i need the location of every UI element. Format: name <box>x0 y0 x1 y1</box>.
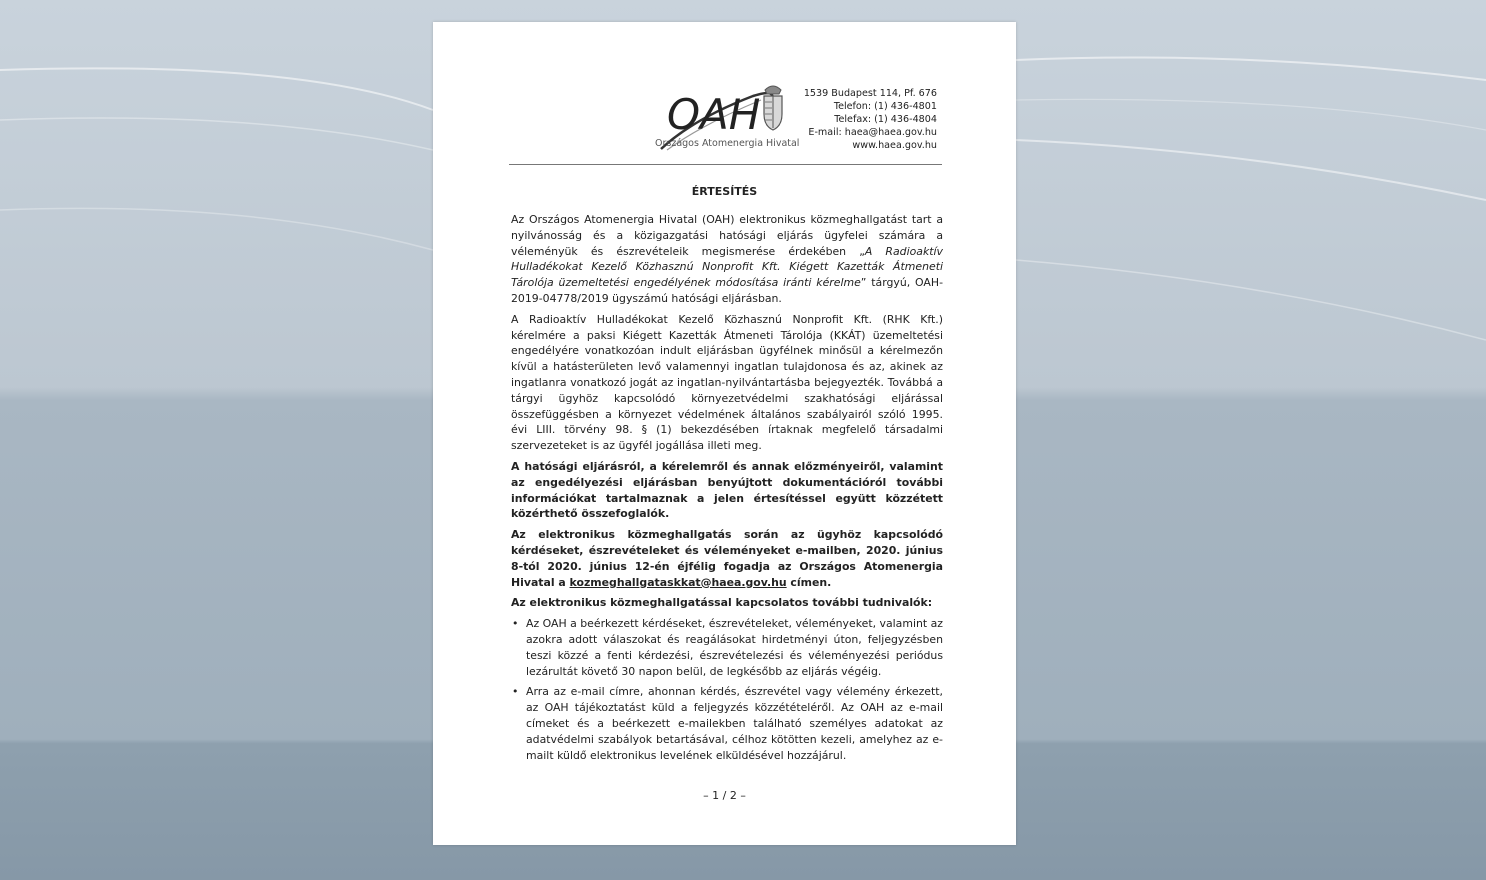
document-title: ÉRTESÍTÉS <box>691 185 758 198</box>
contact-block <box>793 87 937 152</box>
fax: Telefax: (1) 436-4804 <box>834 114 937 125</box>
document-page <box>433 22 1016 845</box>
header-divider <box>509 164 942 165</box>
paragraph-further-info-heading: Az elektronikus közmeghallgatással kapcsolatos további tudnivalók: <box>511 596 933 610</box>
paragraph-summaries: A hatósági eljárásról, a kérelemről és annak előzményeiről, valamint az engedélyezési eljárásban benyújtott dokumentációról további információkat tartalmaznak a jelen értesítéssel együtt közzétett közérthető összefoglalók. <box>511 459 943 521</box>
bullet-icon: • <box>512 685 519 699</box>
paragraph-submission: Az elektronikus közmeghallgatás során az ügyhöz kapcsolódó kérdéseket, észrevételeket és véleményeket e-mailben, 2020. június 8-tól 2020. június 12-én éjfélig fogadja az Országos Atomenergia Hivatal a kozmeghallgataskkat@haea.gov.hu címen. <box>511 528 943 589</box>
info-list <box>511 616 943 763</box>
website: www.haea.gov.hu <box>852 140 937 151</box>
logo-text: OAH <box>667 90 761 139</box>
letterhead <box>433 22 1016 182</box>
case-subject: A Radioaktív Hulladékokat Kezelő Közhasznú Nonprofit Kft. Kiégett Kazetták Átmeneti Tárolója üzemeltetési engedélyének módosítása iránti kérelme <box>511 244 943 290</box>
paragraph-clients: A Radioaktív Hulladékokat Kezelő Közhasznú Nonprofit Kft. (RHK Kft.) kérelmére a paksi Kiégett Kazetták Átmeneti Tárolója (KKÁT) üzemeltetési engedélyére vonatkozóan indult eljárásban ügyfélnek minősül a kérelmezőn kívül a hatásterületen levő valamennyi ingatlan tulajdonosa és az, akinek az ingatlanra vonatkozó jogát az ingatlan-nyilvántartásba bejegyezték. Továbbá a tárgyi ügyhöz kapcsolódó környezetvédelmi szakhatósági eljárással összefüggésben a környezet védelmének általános szabályairól szóló 1995. évi LIII. törvény 98. § (1) bekezdésében írtaknak megfelelő társadalmi szervezeteket is az ügyfél jogállása illeti meg. <box>511 312 943 453</box>
list-item: • Az OAH a beérkezett kérdéseket, észrevételeket, véleményeket, valamint az azokra adott válaszokat és reagálásokat hirdetményi úton, feljegyzésben teszi közzé a fenti kérdezési, észrevételezési és véleményezési periódus lezárultát követő 30 napon belül, de legkésőbb az eljárás végéig. <box>512 617 943 678</box>
agency-name: Országos Atomenergia Hivatal <box>655 138 800 149</box>
phone: Telefon: (1) 436-4801 <box>833 101 937 112</box>
document-body <box>511 212 943 768</box>
bullet-icon: • <box>512 617 519 631</box>
hungarian-coat-of-arms-icon <box>760 82 786 132</box>
paragraph-intro: Az Országos Atomenergia Hivatal (OAH) elektronikus közmeghallgatást tart a nyilvánosság és a közigazgatási hatósági eljárás ügyfelei számára a véleményük és észrevételeik megismerése érdekében „A Radioaktív Hulladékokat Kezelő Közhasznú Nonprofit Kft. Kiégett Kazetták Átmeneti Tárolója üzemeltetési engedélyének módosítása iránti kérelme” tárgyú, OAH-2019-04778/2019 ügyszámú hatósági eljárásban. <box>511 213 943 305</box>
contact-email: E-mail: haea@haea.gov.hu <box>808 127 937 138</box>
page-number: – 1 / 2 – <box>703 789 746 802</box>
address: 1539 Budapest 114, Pf. 676 <box>803 88 937 99</box>
submission-email-link[interactable]: kozmeghallgataskkat@haea.gov.hu <box>569 575 787 589</box>
list-item: • Arra az e-mail címre, ahonnan kérdés, észrevétel vagy vélemény érkezett, az OAH tájékoztatást küld a feljegyzés közzétételéről. Az OAH az e-mail címeket és a beérkezett e-mailekben található személyes adatokat az adatvédelmi szabályok betartásával, célhoz kötötten kezeli, amelyhez az e-mailt küldő elektronikus levelének elküldésével hozzájárul. <box>512 685 943 762</box>
